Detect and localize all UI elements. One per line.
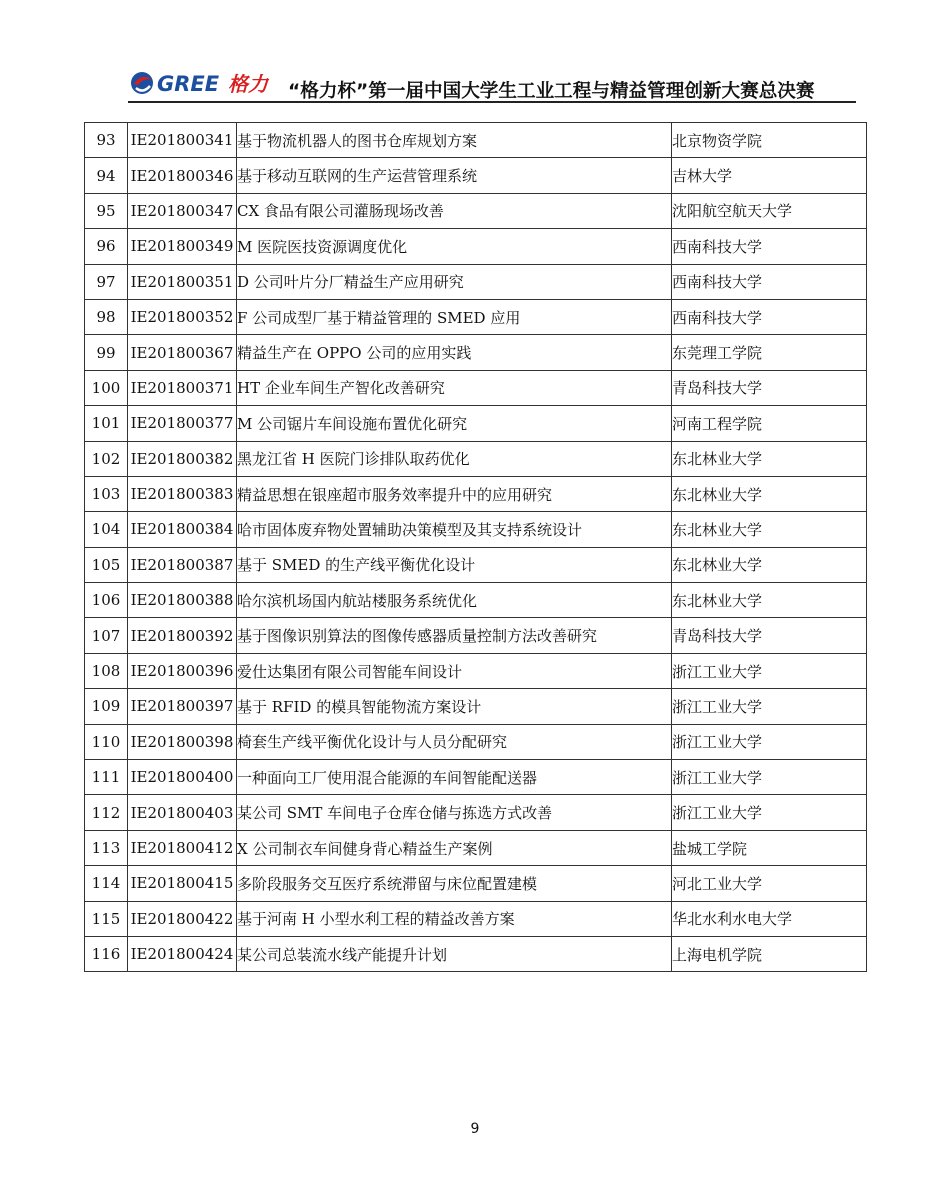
table-row (85, 123, 867, 158)
project-title: 基于 RFID 的模具智能物流方案设计 (237, 689, 672, 724)
table-row (85, 795, 867, 830)
school-name: 浙江工业大学 (672, 760, 867, 795)
project-title: 基于物流机器人的图书仓库规划方案 (237, 123, 672, 158)
table-row (85, 689, 867, 724)
project-title: 某公司总装流水线产能提升计划 (237, 936, 672, 971)
page-header (128, 66, 858, 102)
entry-id: IE201800351 (128, 264, 237, 299)
project-title: 基于图像识别算法的图像传感器质量控制方法改善研究 (237, 618, 672, 653)
project-title: D 公司叶片分厂精益生产应用研究 (237, 264, 672, 299)
school-name: 浙江工业大学 (672, 795, 867, 830)
row-number: 98 (85, 299, 128, 334)
entry-id: IE201800415 (128, 866, 237, 901)
school-name: 东莞理工学院 (672, 335, 867, 370)
table-row (85, 830, 867, 865)
project-title: M 公司锯片车间设施布置优化研究 (237, 406, 672, 441)
table-row (85, 583, 867, 618)
row-number: 103 (85, 476, 128, 511)
school-name: 北京物资学院 (672, 123, 867, 158)
table-row (85, 724, 867, 759)
project-title: 哈市固体废弃物处置辅助决策模型及其支持系统设计 (237, 512, 672, 547)
page-number: 9 (470, 1121, 480, 1137)
project-title: HT 企业车间生产智化改善研究 (237, 370, 672, 405)
entry-id: IE201800388 (128, 583, 237, 618)
entry-id: IE201800397 (128, 689, 237, 724)
row-number: 110 (85, 724, 128, 759)
row-number: 99 (85, 335, 128, 370)
table-row (85, 512, 867, 547)
table-row (85, 866, 867, 901)
school-name: 西南科技大学 (672, 299, 867, 334)
row-number: 108 (85, 653, 128, 688)
row-number: 97 (85, 264, 128, 299)
school-name: 青岛科技大学 (672, 370, 867, 405)
school-name: 东北林业大学 (672, 476, 867, 511)
entry-id: IE201800349 (128, 229, 237, 264)
row-number: 96 (85, 229, 128, 264)
row-number: 116 (85, 936, 128, 971)
entry-id: IE201800371 (128, 370, 237, 405)
project-title: CX 食品有限公司灌肠现场改善 (237, 193, 672, 228)
school-name: 东北林业大学 (672, 583, 867, 618)
project-title: 椅套生产线平衡优化设计与人员分配研究 (237, 724, 672, 759)
school-name: 吉林大学 (672, 158, 867, 193)
school-name: 盐城工学院 (672, 830, 867, 865)
project-title: 基于 SMED 的生产线平衡优化设计 (237, 547, 672, 582)
header-divider (128, 101, 856, 103)
school-name: 浙江工业大学 (672, 689, 867, 724)
project-title: M 医院医技资源调度优化 (237, 229, 672, 264)
entries-table-body (85, 123, 867, 972)
school-name: 西南科技大学 (672, 229, 867, 264)
row-number: 106 (85, 583, 128, 618)
row-number: 107 (85, 618, 128, 653)
table-row (85, 476, 867, 511)
table-row (85, 299, 867, 334)
table-row (85, 547, 867, 582)
table-row (85, 901, 867, 936)
table-row (85, 158, 867, 193)
project-title: 精益思想在银座超市服务效率提升中的应用研究 (237, 476, 672, 511)
entry-id: IE201800383 (128, 476, 237, 511)
school-name: 东北林业大学 (672, 512, 867, 547)
entry-id: IE201800400 (128, 760, 237, 795)
school-name: 华北水利水电大学 (672, 901, 867, 936)
entry-id: IE201800347 (128, 193, 237, 228)
project-title: 基于移动互联网的生产运营管理系统 (237, 158, 672, 193)
row-number: 102 (85, 441, 128, 476)
table-row (85, 760, 867, 795)
project-title: 精益生产在 OPPO 公司的应用实践 (237, 335, 672, 370)
entry-id: IE201800382 (128, 441, 237, 476)
school-name: 河南工程学院 (672, 406, 867, 441)
competition-title: “格力杯”第一届中国大学生工业工程与精益管理创新大赛总决赛 (288, 81, 815, 102)
project-title: 爱仕达集团有限公司智能车间设计 (237, 653, 672, 688)
school-name: 上海电机学院 (672, 936, 867, 971)
row-number: 104 (85, 512, 128, 547)
row-number: 115 (85, 901, 128, 936)
row-number: 111 (85, 760, 128, 795)
svg-text:GREE: GREE (157, 72, 220, 96)
project-title: 某公司 SMT 车间电子仓库仓储与拣选方式改善 (237, 795, 672, 830)
school-name: 沈阳航空航天大学 (672, 193, 867, 228)
row-number: 109 (85, 689, 128, 724)
project-title: 多阶段服务交互医疗系统滞留与床位配置建模 (237, 866, 672, 901)
svg-text:格力: 格力 (228, 72, 268, 96)
entry-id: IE201800352 (128, 299, 237, 334)
entry-id: IE201800341 (128, 123, 237, 158)
entry-id: IE201800422 (128, 901, 237, 936)
entry-id: IE201800346 (128, 158, 237, 193)
row-number: 100 (85, 370, 128, 405)
school-name: 东北林业大学 (672, 441, 867, 476)
entry-id: IE201800403 (128, 795, 237, 830)
school-name: 西南科技大学 (672, 264, 867, 299)
entries-table (84, 122, 867, 972)
table-row (85, 229, 867, 264)
table-row (85, 653, 867, 688)
row-number: 113 (85, 830, 128, 865)
table-row (85, 193, 867, 228)
row-number: 105 (85, 547, 128, 582)
school-name: 东北林业大学 (672, 547, 867, 582)
entry-id: IE201800384 (128, 512, 237, 547)
table-row (85, 264, 867, 299)
entry-id: IE201800412 (128, 830, 237, 865)
school-name: 青岛科技大学 (672, 618, 867, 653)
gree-logo (128, 68, 278, 98)
row-number: 101 (85, 406, 128, 441)
table-row (85, 370, 867, 405)
table-row (85, 618, 867, 653)
entry-id: IE201800387 (128, 547, 237, 582)
entry-id: IE201800396 (128, 653, 237, 688)
project-title: 基于河南 H 小型水利工程的精益改善方案 (237, 901, 672, 936)
entry-id: IE201800398 (128, 724, 237, 759)
project-title: 一种面向工厂使用混合能源的车间智能配送器 (237, 760, 672, 795)
entry-id: IE201800367 (128, 335, 237, 370)
project-title: X 公司制衣车间健身背心精益生产案例 (237, 830, 672, 865)
project-title: 黑龙江省 H 医院门诊排队取药优化 (237, 441, 672, 476)
school-name: 浙江工业大学 (672, 724, 867, 759)
school-name: 浙江工业大学 (672, 653, 867, 688)
entry-id: IE201800424 (128, 936, 237, 971)
row-number: 94 (85, 158, 128, 193)
row-number: 114 (85, 866, 128, 901)
row-number: 95 (85, 193, 128, 228)
entry-id: IE201800392 (128, 618, 237, 653)
table-row (85, 441, 867, 476)
entry-id: IE201800377 (128, 406, 237, 441)
row-number: 93 (85, 123, 128, 158)
row-number: 112 (85, 795, 128, 830)
school-name: 河北工业大学 (672, 866, 867, 901)
table-row (85, 335, 867, 370)
project-title: 哈尔滨机场国内航站楼服务系统优化 (237, 583, 672, 618)
table-row (85, 406, 867, 441)
project-title: F 公司成型厂基于精益管理的 SMED 应用 (237, 299, 672, 334)
table-row (85, 936, 867, 971)
